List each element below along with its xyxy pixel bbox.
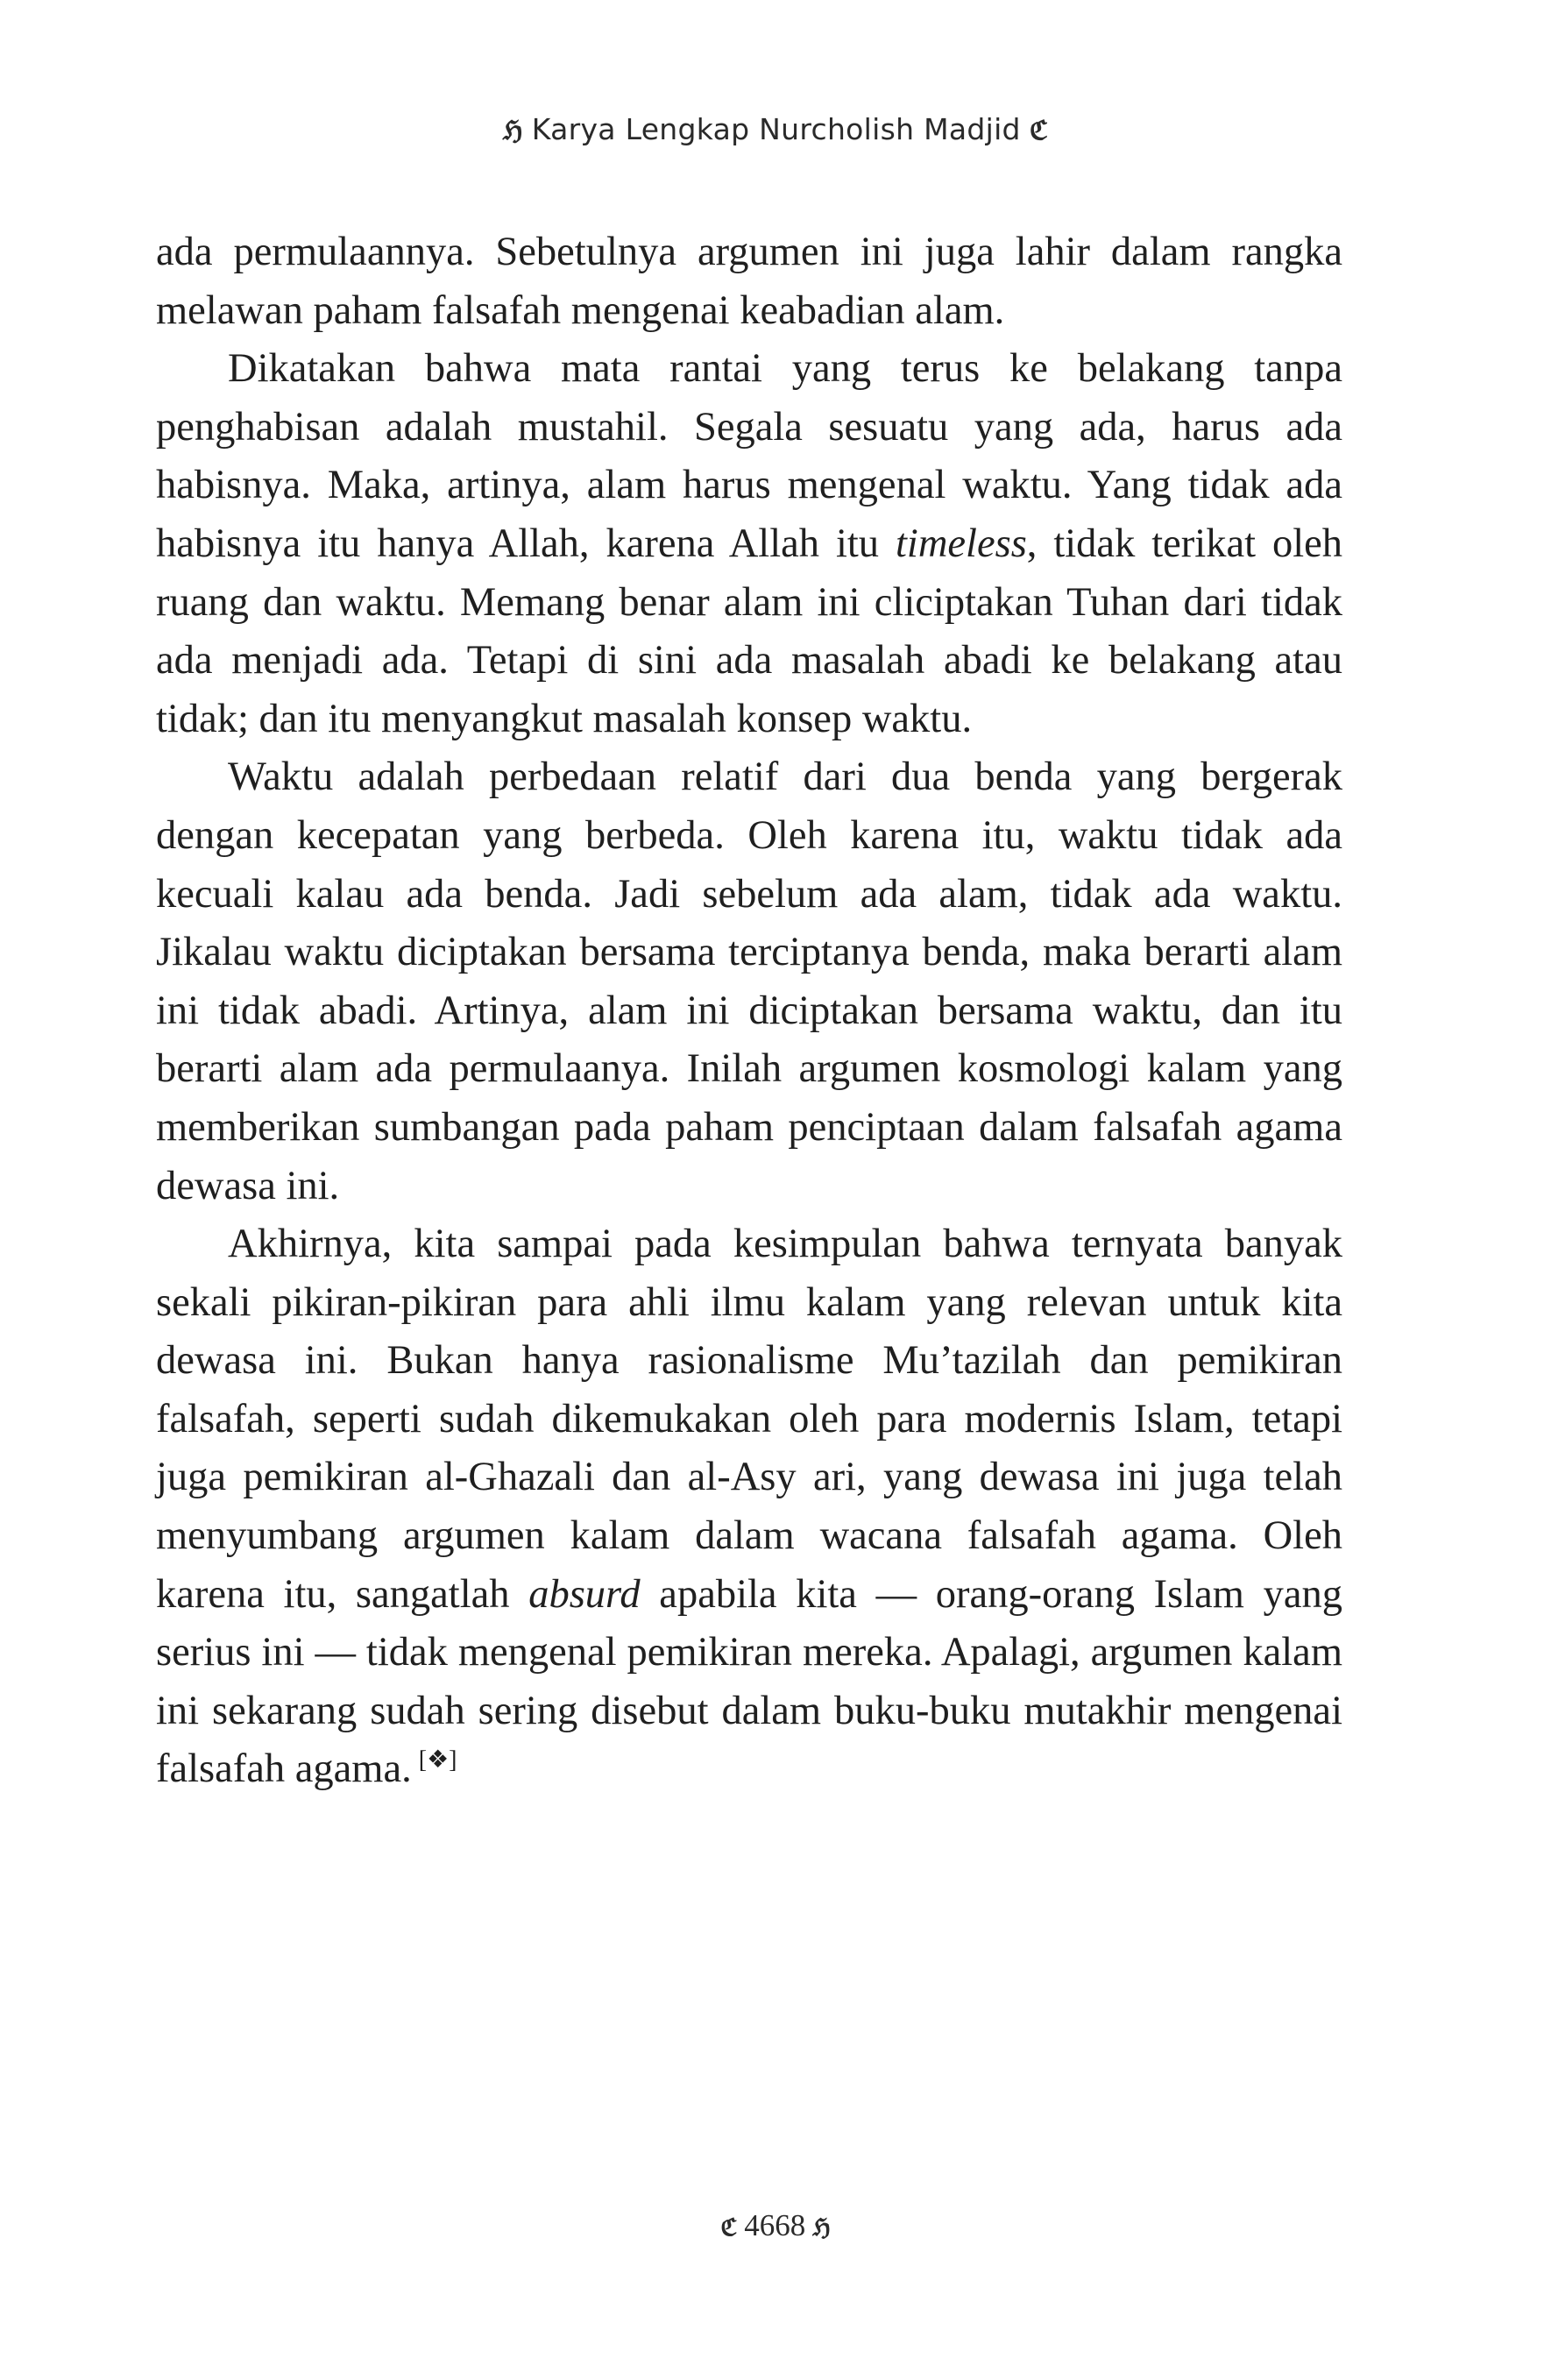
running-header — [0, 112, 1551, 146]
paragraph-4-text-before: Akhirnya, kita sampai pada kesimpulan bahwa ternyata banyak sekali pikiran-pikiran para ahli ilmu kalam yang relevan untuk kita dewasa ini. Bukan hanya rasionalisme Mu’tazilah dan pemikiran falsafah, seperti sudah dikemukakan oleh para modernis Islam, tetapi juga pemikiran al-Ghazali dan al-Asy ari, yang dewasa ini juga telah menyumbang argumen kalam dalam wacana falsafah agama. Oleh karena itu, sangatlah — [156, 1222, 1342, 1617]
paragraph-4-text-after: apabila kita — orang-orang Islam yang serius ini — tidak mengenal pemikiran mereka. Apalagi, argumen kalam ini sekarang sudah sering disebut dalam buku-buku mutakhir mengenai falsafah agama. — [156, 1571, 1342, 1792]
paragraph-2-text-after: , tidak terikat oleh ruang dan waktu. Memang benar alam ini cliciptakan Tuhan dari tidak ada menjadi ada. Tetapi di sini ada masalah abadi ke belakang atau tidak; dan itu menyangkut masalah konsep waktu. — [156, 521, 1342, 741]
paragraph-2 — [156, 340, 1342, 748]
italic-term-absurd: absurd — [528, 1571, 641, 1617]
left-ornament-icon: ℌ — [502, 116, 523, 146]
paragraph-1-text: ada permulaannya. Sebetulnya argumen ini juga lahir dalam rangka melawan paham falsafah mengenai keabadian alam. — [156, 230, 1342, 333]
end-of-chapter-mark: [❖] — [418, 1746, 457, 1774]
page-number: 4668 — [744, 2208, 806, 2242]
paragraph-3-text: Waktu adalah perbedaan relatif dari dua benda yang bergerak dengan kecepatan yang berbeda. Oleh karena itu, waktu tidak ada kecuali kalau ada benda. Jadi sebelum ada alam, tidak ada waktu. Jikalau waktu diciptakan bersama terciptanya benda, maka berarti alam ini tidak abadi. Artinya, alam ini diciptakan bersama waktu, dan itu berarti alam ada permulaanya. Inilah argumen kosmologi kalam yang memberikan sumbangan pada paham penciptaan dalam falsafah agama dewasa ini. — [156, 754, 1342, 1208]
italic-term-timeless: timeless — [895, 521, 1027, 566]
footer-left-ornament-icon: ℭ — [720, 2214, 738, 2242]
page-footer — [0, 2208, 1551, 2243]
paragraph-1 — [156, 223, 1342, 340]
right-ornament-icon: ℭ — [1029, 116, 1049, 146]
footer-right-ornament-icon: ℌ — [812, 2214, 831, 2242]
body-text — [156, 223, 1342, 1799]
paragraph-4 — [156, 1215, 1342, 1799]
book-title: Karya Lengkap Nurcholish Madjid — [531, 112, 1021, 146]
paragraph-2-text-before: Dikatakan bahwa mata rantai yang terus ke belakang tanpa penghabisan adalah mustahil. Segala sesuatu yang ada, harus ada habisnya. Maka, artinya, alam harus mengenal waktu. Yang tidak ada habisnya itu hanya Allah, karena Allah itu — [156, 346, 1342, 566]
paragraph-3 — [156, 748, 1342, 1215]
